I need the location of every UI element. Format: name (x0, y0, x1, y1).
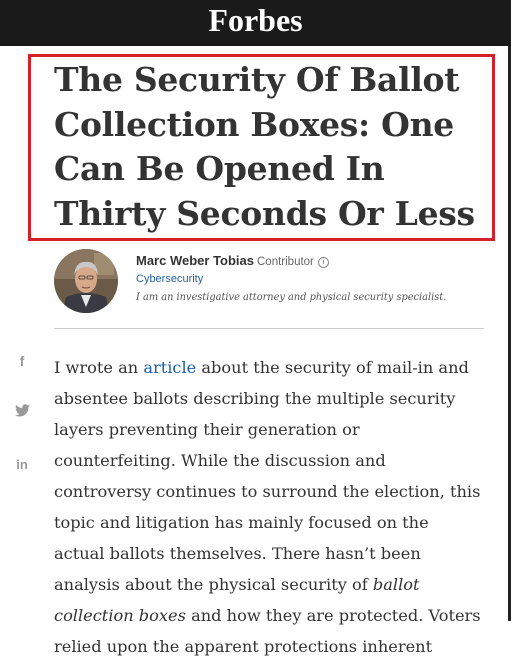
twitter-share-icon[interactable] (13, 404, 31, 420)
article-body (54, 352, 484, 662)
author-bio: I am an investigative attorney and physical security specialist. (136, 292, 447, 303)
info-icon[interactable]: i (318, 257, 329, 268)
linkedin-share-icon[interactable]: in (16, 457, 28, 472)
author-name[interactable]: Marc Weber Tobias (136, 253, 254, 268)
author-category[interactable]: Cybersecurity (136, 273, 204, 285)
author-byline (136, 253, 329, 268)
author-role: Contributor (257, 256, 314, 268)
emphasized-text: ballot collection boxes (54, 575, 420, 625)
article-link[interactable]: article (143, 358, 197, 377)
article-paragraph: I wrote an article about the security of mail-in and absentee ballots describing the multiple security layers preventing their generation or counterfeiting. While the discussion and controversy continues to surround the election, this topic and litigation has mainly focused on the actual ballots themselves. There hasn’t been analysis about the physical security of ballot collection boxes and how they are protected. Voters relied upon the apparent protections inherent (54, 358, 481, 656)
forbes-logo[interactable]: Forbes (208, 2, 303, 38)
divider (54, 328, 484, 329)
site-header (0, 0, 511, 46)
facebook-share-icon[interactable]: f (19, 353, 25, 369)
author-avatar[interactable] (54, 249, 118, 313)
article-title: The Security Of Ballot Collection Boxes: One Can Be Opened In Thirty Seconds Or Less (54, 60, 475, 233)
